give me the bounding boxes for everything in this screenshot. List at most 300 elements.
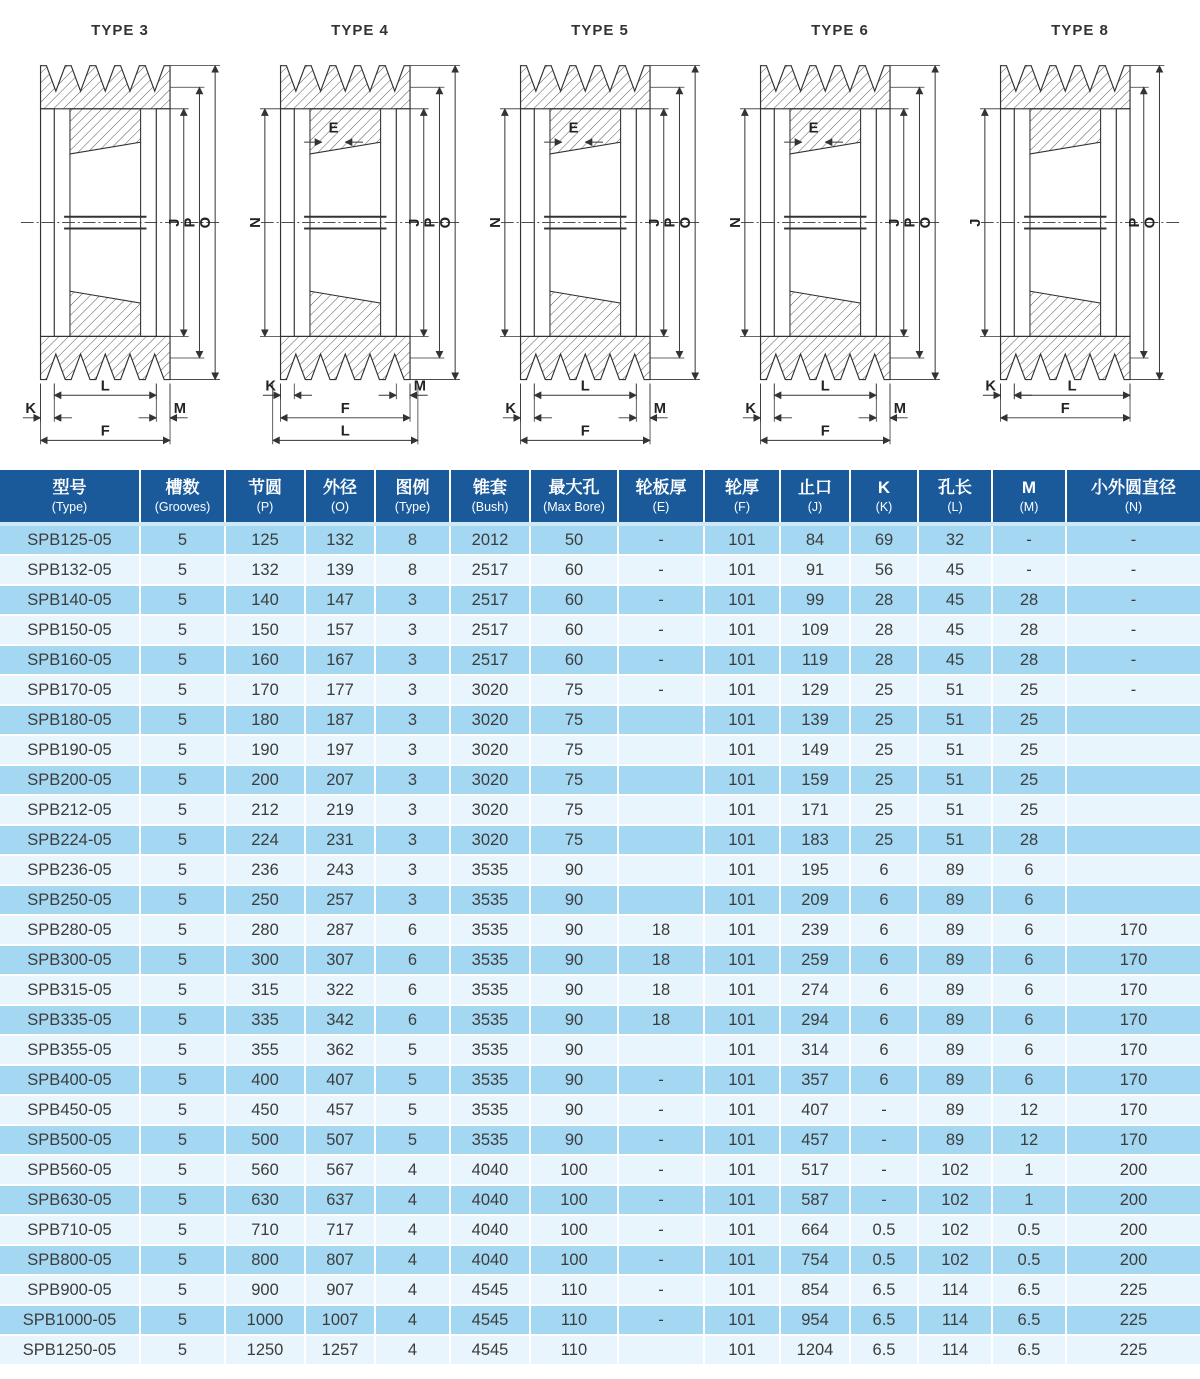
table-cell: 3 — [375, 795, 450, 825]
table-cell: 6 — [850, 1005, 918, 1035]
table-cell: 6.5 — [850, 1275, 918, 1305]
dim-label-K: K — [985, 378, 997, 395]
table-cell: SPB1250-05 — [0, 1335, 140, 1365]
table-cell: 209 — [780, 885, 850, 915]
table-cell: 102 — [918, 1245, 992, 1275]
table-cell: 119 — [780, 645, 850, 675]
table-row — [0, 765, 1200, 795]
table-cell: 3 — [375, 645, 450, 675]
table-cell: 5 — [140, 1305, 225, 1335]
dim-label-J: J — [886, 218, 903, 227]
dim-label-F: F — [100, 423, 110, 440]
table-cell: 51 — [918, 765, 992, 795]
table-cell: SPB560-05 — [0, 1155, 140, 1185]
table-row — [0, 915, 1200, 945]
table-cell: 342 — [305, 1005, 375, 1035]
table-cell: 6 — [850, 945, 918, 975]
table-cell: 287 — [305, 915, 375, 945]
pulley-drawing-type-6 — [720, 14, 960, 460]
pulley-drawing-type-4 — [240, 14, 480, 460]
table-cell — [1066, 735, 1200, 765]
table-cell: 0.5 — [850, 1245, 918, 1275]
table-cell: 28 — [992, 585, 1066, 615]
table-cell — [618, 855, 704, 885]
table-cell: SPB170-05 — [0, 675, 140, 705]
table-cell: - — [618, 1065, 704, 1095]
table-cell: 25 — [850, 735, 918, 765]
table-cell: 84 — [780, 524, 850, 555]
table-cell: 335 — [225, 1005, 305, 1035]
bush-top — [70, 109, 141, 154]
drawing-title: TYPE 6 — [811, 22, 869, 39]
column-header: 外径 (O) — [305, 470, 375, 524]
table-cell: 4545 — [450, 1305, 530, 1335]
table-cell: - — [992, 555, 1066, 585]
table-cell: 5 — [140, 1125, 225, 1155]
dim-label-N: N — [487, 217, 504, 228]
table-cell: 3020 — [450, 825, 530, 855]
dim-label-O: O — [678, 216, 695, 229]
table-cell: 6 — [850, 1035, 918, 1065]
table-cell: SPB180-05 — [0, 705, 140, 735]
table-cell: 60 — [530, 615, 618, 645]
table-cell: 200 — [1066, 1155, 1200, 1185]
table-cell: SPB710-05 — [0, 1215, 140, 1245]
table-row — [0, 585, 1200, 615]
table-cell: 90 — [530, 1125, 618, 1155]
table-cell: 28 — [992, 645, 1066, 675]
table-cell: 1 — [992, 1155, 1066, 1185]
table-cell: 159 — [780, 765, 850, 795]
table-cell: 139 — [305, 555, 375, 585]
table-row — [0, 945, 1200, 975]
table-cell: 56 — [850, 555, 918, 585]
table-cell: 236 — [225, 855, 305, 885]
table-cell: 75 — [530, 675, 618, 705]
groove-rim-top — [41, 66, 170, 109]
table-row — [0, 1335, 1200, 1365]
table-cell: 4040 — [450, 1245, 530, 1275]
table-cell: - — [618, 645, 704, 675]
table-cell: 160 — [225, 645, 305, 675]
table-cell: 101 — [704, 524, 780, 555]
table-cell — [1066, 795, 1200, 825]
table-cell: 5 — [375, 1035, 450, 1065]
column-header: 轮板厚 (E) — [618, 470, 704, 524]
table-cell: - — [618, 1245, 704, 1275]
table-cell: 587 — [780, 1185, 850, 1215]
table-row — [0, 1095, 1200, 1125]
table-cell: 322 — [305, 975, 375, 1005]
table-cell: 100 — [530, 1215, 618, 1245]
table-cell: 101 — [704, 795, 780, 825]
table-cell: 314 — [780, 1035, 850, 1065]
table-cell: 800 — [225, 1245, 305, 1275]
bush-top — [790, 109, 861, 154]
table-cell: 89 — [918, 1095, 992, 1125]
dim-label-L: L — [100, 378, 110, 395]
table-cell: 102 — [918, 1215, 992, 1245]
table-cell: 225 — [1066, 1275, 1200, 1305]
table-cell: 3535 — [450, 885, 530, 915]
table-cell: 907 — [305, 1275, 375, 1305]
table-cell: 1000 — [225, 1305, 305, 1335]
table-cell: SPB224-05 — [0, 825, 140, 855]
table-cell: 5 — [140, 885, 225, 915]
table-cell: 3020 — [450, 735, 530, 765]
table-cell: 3 — [375, 585, 450, 615]
table-cell: 114 — [918, 1335, 992, 1365]
table-cell: 25 — [850, 705, 918, 735]
table-cell: 259 — [780, 945, 850, 975]
table-cell: 170 — [1066, 915, 1200, 945]
table-cell: 231 — [305, 825, 375, 855]
table-cell: 954 — [780, 1305, 850, 1335]
table-cell: SPB212-05 — [0, 795, 140, 825]
dim-label-K: K — [25, 400, 37, 417]
groove-rim-bottom — [281, 336, 410, 379]
bush-top — [310, 109, 381, 154]
table-cell: 89 — [918, 1125, 992, 1155]
dim-label-N: N — [727, 217, 744, 228]
table-cell: 500 — [225, 1125, 305, 1155]
table-cell: 6 — [850, 975, 918, 1005]
table-cell: 450 — [225, 1095, 305, 1125]
table-cell: 45 — [918, 615, 992, 645]
table-cell: 294 — [780, 1005, 850, 1035]
table-cell: 5 — [140, 1215, 225, 1245]
table-cell: SPB125-05 — [0, 524, 140, 555]
table-cell: 5 — [140, 1005, 225, 1035]
table-cell: 6.5 — [850, 1335, 918, 1365]
dim-label-O: O — [198, 216, 215, 229]
table-cell: 6 — [375, 1005, 450, 1035]
table-row — [0, 1185, 1200, 1215]
table-cell: 102 — [918, 1155, 992, 1185]
table-cell: SPB300-05 — [0, 945, 140, 975]
table-cell: - — [1066, 675, 1200, 705]
table-row — [0, 885, 1200, 915]
table-cell: 6 — [992, 885, 1066, 915]
table-cell — [618, 765, 704, 795]
table-cell: SPB236-05 — [0, 855, 140, 885]
table-cell: 6 — [375, 915, 450, 945]
column-header: 锥套 (Bush) — [450, 470, 530, 524]
table-cell: 3535 — [450, 945, 530, 975]
pulley-cross-section-diagram — [965, 48, 1195, 460]
dim-label-F: F — [1060, 400, 1070, 417]
bush-bottom — [70, 291, 141, 336]
table-cell: - — [992, 524, 1066, 555]
table-cell: 90 — [530, 945, 618, 975]
table-cell: SPB630-05 — [0, 1185, 140, 1215]
table-cell: 5 — [140, 645, 225, 675]
table-cell: 357 — [780, 1065, 850, 1095]
column-header: 图例 (Type) — [375, 470, 450, 524]
dim-label-M: M — [413, 378, 426, 395]
table-cell: SPB200-05 — [0, 765, 140, 795]
table-cell: 5 — [140, 975, 225, 1005]
table-cell: 754 — [780, 1245, 850, 1275]
table-cell: 109 — [780, 615, 850, 645]
dim-label-P: P — [182, 217, 199, 228]
table-cell: SPB280-05 — [0, 915, 140, 945]
table-cell: SPB450-05 — [0, 1095, 140, 1125]
table-cell: 717 — [305, 1215, 375, 1245]
table-row — [0, 1245, 1200, 1275]
table-cell: 5 — [140, 915, 225, 945]
table-row — [0, 675, 1200, 705]
dim-label-E: E — [568, 120, 579, 137]
table-cell: 200 — [225, 765, 305, 795]
table-cell: 170 — [1066, 1005, 1200, 1035]
table-cell: 90 — [530, 855, 618, 885]
groove-rim-bottom — [521, 336, 650, 379]
table-cell: 6 — [850, 915, 918, 945]
table-cell: 5 — [375, 1125, 450, 1155]
table-cell: 183 — [780, 825, 850, 855]
table-cell: 6.5 — [850, 1305, 918, 1335]
table-cell: 4 — [375, 1185, 450, 1215]
table-cell: 710 — [225, 1215, 305, 1245]
table-cell: 60 — [530, 585, 618, 615]
table-cell: 100 — [530, 1245, 618, 1275]
table-cell: 101 — [704, 705, 780, 735]
table-cell: 60 — [530, 555, 618, 585]
table-cell: SPB140-05 — [0, 585, 140, 615]
table-cell: 280 — [225, 915, 305, 945]
table-cell: 149 — [780, 735, 850, 765]
dim-label-E: E — [328, 120, 339, 137]
table-cell: 5 — [140, 1155, 225, 1185]
table-cell: 3535 — [450, 915, 530, 945]
bush-bottom — [1030, 291, 1101, 336]
column-header: 小外圆直径 (N) — [1066, 470, 1200, 524]
table-cell: 75 — [530, 825, 618, 855]
column-header: K (K) — [850, 470, 918, 524]
table-cell: 28 — [992, 615, 1066, 645]
bush-bottom — [550, 291, 621, 336]
table-cell: 89 — [918, 1065, 992, 1095]
table-cell: 101 — [704, 1125, 780, 1155]
groove-rim-top — [281, 66, 410, 109]
table-cell: 200 — [1066, 1185, 1200, 1215]
table-cell: 6 — [992, 855, 1066, 885]
table-cell: 3535 — [450, 1125, 530, 1155]
table-cell: 197 — [305, 735, 375, 765]
table-cell: 407 — [305, 1065, 375, 1095]
table-cell: 5 — [375, 1095, 450, 1125]
bush-bottom — [310, 291, 381, 336]
spec-table — [0, 470, 1200, 1366]
table-cell: 225 — [1066, 1305, 1200, 1335]
dim-label-P: P — [1126, 217, 1143, 228]
table-cell: 212 — [225, 795, 305, 825]
table-cell: 362 — [305, 1035, 375, 1065]
table-cell — [618, 1035, 704, 1065]
table-cell: 90 — [530, 975, 618, 1005]
table-cell: 99 — [780, 585, 850, 615]
table-cell: 69 — [850, 524, 918, 555]
groove-rim-top — [521, 66, 650, 109]
table-cell: 3020 — [450, 765, 530, 795]
pulley-drawing-type-5 — [480, 14, 720, 460]
table-cell: 6 — [992, 975, 1066, 1005]
dim-label-P: P — [662, 217, 679, 228]
table-cell — [1066, 825, 1200, 855]
table-cell: 200 — [1066, 1215, 1200, 1245]
table-cell: SPB1000-05 — [0, 1305, 140, 1335]
table-cell: 457 — [305, 1095, 375, 1125]
table-cell: 89 — [918, 885, 992, 915]
table-cell: 101 — [704, 1305, 780, 1335]
table-cell: 75 — [530, 765, 618, 795]
table-cell — [618, 1335, 704, 1365]
column-header: 型号 (Type) — [0, 470, 140, 524]
table-cell: 3535 — [450, 1035, 530, 1065]
dim-label-M: M — [893, 400, 906, 417]
table-cell: 91 — [780, 555, 850, 585]
dim-label-L: L — [580, 378, 590, 395]
groove-rim-top — [761, 66, 890, 109]
table-cell: 5 — [140, 555, 225, 585]
table-cell: 171 — [780, 795, 850, 825]
table-cell: 45 — [918, 555, 992, 585]
table-cell: 3020 — [450, 795, 530, 825]
table-cell: 4 — [375, 1155, 450, 1185]
table-cell: 114 — [918, 1275, 992, 1305]
table-cell: 101 — [704, 1035, 780, 1065]
table-cell: 5 — [375, 1065, 450, 1095]
table-cell: 101 — [704, 885, 780, 915]
dim-label-M: M — [653, 400, 666, 417]
table-cell: 101 — [704, 945, 780, 975]
table-row — [0, 1305, 1200, 1335]
table-cell: SPB800-05 — [0, 1245, 140, 1275]
table-cell: SPB335-05 — [0, 1005, 140, 1035]
table-cell: 207 — [305, 765, 375, 795]
table-cell: 0.5 — [850, 1215, 918, 1245]
table-cell: 101 — [704, 615, 780, 645]
table-cell: 89 — [918, 975, 992, 1005]
table-cell: 6 — [992, 1035, 1066, 1065]
table-cell: 101 — [704, 675, 780, 705]
table-row — [0, 735, 1200, 765]
table-cell: SPB315-05 — [0, 975, 140, 1005]
table-cell: 4 — [375, 1275, 450, 1305]
table-cell: 101 — [704, 1155, 780, 1185]
table-cell: 51 — [918, 705, 992, 735]
dim-label-J: J — [967, 218, 984, 227]
table-cell: 129 — [780, 675, 850, 705]
table-cell: 225 — [1066, 1335, 1200, 1365]
table-cell: 132 — [225, 555, 305, 585]
table-cell: 3 — [375, 675, 450, 705]
table-cell: 101 — [704, 1095, 780, 1125]
table-cell: 5 — [140, 855, 225, 885]
table-cell: 6 — [375, 945, 450, 975]
column-header: 孔长 (L) — [918, 470, 992, 524]
dim-label-K: K — [265, 378, 277, 395]
table-cell: 2517 — [450, 585, 530, 615]
table-cell: 25 — [992, 765, 1066, 795]
table-cell: 8 — [375, 524, 450, 555]
table-cell — [618, 825, 704, 855]
dim-label-J: J — [406, 218, 423, 227]
table-row — [0, 855, 1200, 885]
table-cell: 4040 — [450, 1185, 530, 1215]
table-cell: 274 — [780, 975, 850, 1005]
table-cell: 1007 — [305, 1305, 375, 1335]
table-cell: SPB900-05 — [0, 1275, 140, 1305]
table-cell: 807 — [305, 1245, 375, 1275]
table-cell: 4 — [375, 1215, 450, 1245]
table-cell: 51 — [918, 675, 992, 705]
bush-top — [1030, 109, 1101, 154]
table-cell: 4040 — [450, 1155, 530, 1185]
table-cell: 28 — [850, 645, 918, 675]
table-cell: 315 — [225, 975, 305, 1005]
dim-label-J: J — [646, 218, 663, 227]
table-cell: 101 — [704, 645, 780, 675]
table-cell: 114 — [918, 1305, 992, 1335]
table-cell: 25 — [850, 675, 918, 705]
table-row — [0, 645, 1200, 675]
table-cell: 6 — [992, 1065, 1066, 1095]
table-cell: 560 — [225, 1155, 305, 1185]
table-cell: 2517 — [450, 645, 530, 675]
table-cell: 4040 — [450, 1215, 530, 1245]
table-cell: 5 — [140, 825, 225, 855]
table-cell: 170 — [1066, 1035, 1200, 1065]
table-cell: 157 — [305, 615, 375, 645]
table-cell: - — [850, 1095, 918, 1125]
table-cell: - — [618, 1305, 704, 1335]
table-cell: 5 — [140, 615, 225, 645]
table-cell: 3020 — [450, 675, 530, 705]
pulley-drawing-type-8 — [960, 14, 1200, 460]
table-cell: 2517 — [450, 555, 530, 585]
table-cell: 3535 — [450, 1005, 530, 1035]
table-cell: 101 — [704, 1275, 780, 1305]
table-cell: 110 — [530, 1275, 618, 1305]
table-cell: 170 — [1066, 1125, 1200, 1155]
table-row — [0, 524, 1200, 555]
table-cell: 1 — [992, 1185, 1066, 1215]
table-cell: 3 — [375, 735, 450, 765]
table-cell: SPB190-05 — [0, 735, 140, 765]
table-cell: 90 — [530, 915, 618, 945]
table-cell: 0.5 — [992, 1215, 1066, 1245]
table-cell: 307 — [305, 945, 375, 975]
table-cell: 180 — [225, 705, 305, 735]
column-header: 节圆 (P) — [225, 470, 305, 524]
drawing-title: TYPE 5 — [571, 22, 629, 39]
table-cell: 4 — [375, 1245, 450, 1275]
pulley-cross-section-diagram — [245, 48, 475, 460]
table-cell: SPB132-05 — [0, 555, 140, 585]
dim-label-F: F — [340, 400, 350, 417]
table-cell: 89 — [918, 1005, 992, 1035]
table-cell: 5 — [140, 585, 225, 615]
table-cell: 170 — [1066, 945, 1200, 975]
pulley-drawing-type-3 — [0, 14, 240, 460]
table-cell: 400 — [225, 1065, 305, 1095]
table-cell: - — [1066, 585, 1200, 615]
table-cell: - — [618, 1095, 704, 1125]
table-cell: 101 — [704, 1215, 780, 1245]
table-cell: 75 — [530, 705, 618, 735]
